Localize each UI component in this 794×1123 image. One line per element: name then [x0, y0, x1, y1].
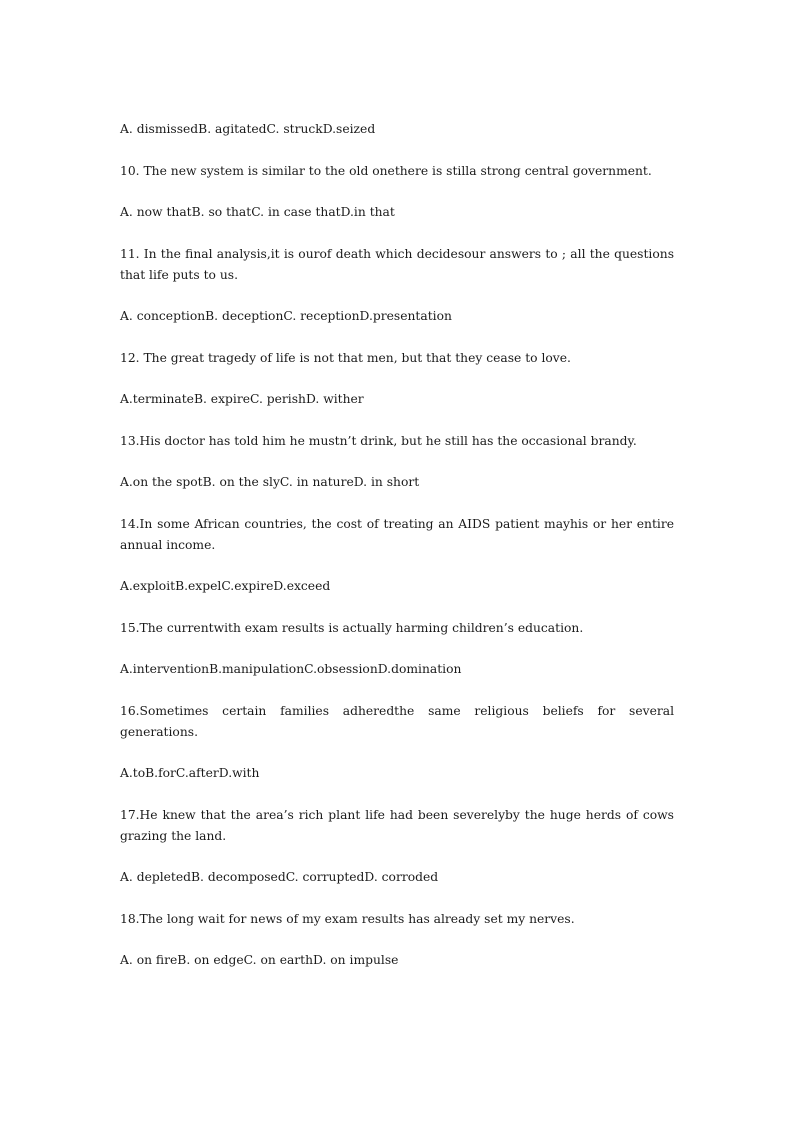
options-line-q18: A. on fireB. on edgeC. on earthD. on impulse: [120, 953, 399, 967]
options-line-q10: A. now thatB. so thatC. in case thatD.in that: [120, 205, 395, 219]
question-10: 10. The new system is similar to the old onethere is stilla strong central government.: [120, 164, 652, 178]
question-18: 18.The long wait for news of my exam results has already set my nerves.: [120, 912, 575, 926]
question-12: 12. The great tragedy of life is not that men, but that they cease to love.: [120, 351, 571, 365]
options-line-q14: A.exploitB.expelC.expireD.exceed: [120, 579, 331, 593]
question-14: 14.In some African countries, the cost of treating an AIDS patient mayhis or her entire annual income.: [120, 517, 674, 552]
question-17: 17.He knew that the area’s rich plant life had been severelyby the huge herds of cows grazing the land.: [120, 808, 674, 843]
question-15: 15.The currentwith exam results is actually harming children’s education.: [120, 621, 584, 635]
question-16: 16.Sometimes certain families adheredthe same religious beliefs for several generations.: [120, 704, 674, 739]
options-line-q11: A. conceptionB. deceptionC. receptionD.presentation: [120, 309, 452, 323]
document-page: [120, 119, 674, 971]
question-13: 13.His doctor has told him he mustn’t drink, but he still has the occasional brandy.: [120, 434, 637, 448]
options-line-q9: A. dismissedB. agitatedC. struckD.seized: [120, 122, 376, 136]
options-line-q17: A. depletedB. decomposedC. corruptedD. corroded: [120, 870, 439, 884]
options-line-q13: A.on the spotB. on the slyC. in natureD. in short: [120, 475, 420, 489]
options-line-q15: A.interventionB.manipulationC.obsessionD.domination: [120, 662, 462, 676]
options-line-q12: A.terminateB. expireC. perishD. wither: [120, 392, 364, 406]
question-11: 11. In the final analysis,it is ourof death which decidesour answers to ; all the questions that life puts to us.: [120, 247, 674, 282]
options-line-q16: A.toB.forC.afterD.with: [120, 766, 260, 780]
